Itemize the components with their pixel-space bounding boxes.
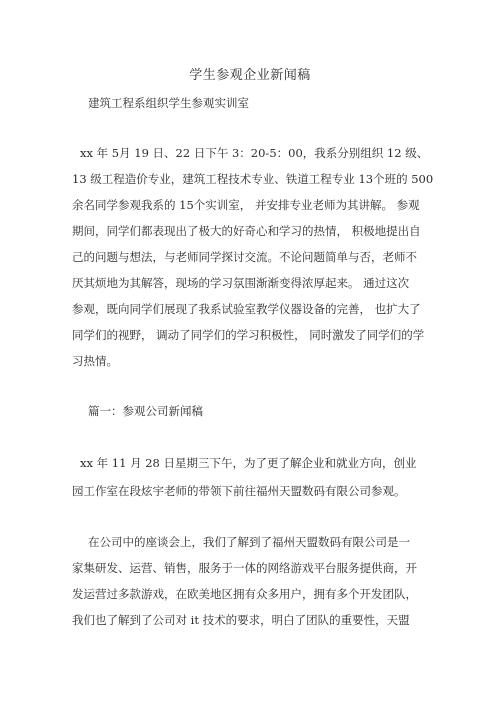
paragraph-line: 家集研发、运营、销售，服务于一体的网络游戏平台服务提供商，开 [72, 561, 417, 575]
paragraph-line: 13 级工程造价专业，建筑工程技术专业、铁道工程专业 13个班的 500 [72, 172, 434, 186]
paragraph-line: 发运营过多款游戏，在欧美地区拥有众多用户，拥有多个开发团队， [72, 587, 417, 601]
paragraph-line: 习热情。 [72, 354, 118, 368]
paragraph-line: 己的问题与想法，与老师同学探讨交流。不论问题简单与否，老师不 [72, 250, 417, 264]
document-title: 学生参观企业新闻稿 [189, 68, 311, 83]
paragraph-line: 我们也了解到了公司对 it 技术的要求，明白了团队的重要性，天盟 [72, 613, 410, 627]
section-heading: 篇一：参观公司新闻稿 [88, 404, 203, 418]
paragraph-line: 园工作室在段炫宇老师的带领下前往福州天盟数码有限公司参观。 [72, 484, 406, 498]
paragraph-line: xx 年 5月 19 日、22 日下午 3：20-5：00，我系分别组织 12 级、 [80, 146, 429, 160]
paragraph-line: xx 年 11 月 28 日星期三下午，为了更了解企业和就业方向，创业 [80, 456, 417, 470]
document-subtitle: 建筑工程系组织学生参观实训室 [88, 96, 249, 110]
paragraph-line: 在公司中的座谈会上，我们了解到了福州天盟数码有限公司是一 [88, 535, 410, 549]
paragraph-line: 参观，既向同学们展现了我系试验室教学仪器设备的完善， 也扩大了 [72, 302, 421, 316]
paragraph-line: 期间，同学们都表现出了极大的好奇心和学习的热情， 积极地提出自 [72, 224, 421, 238]
paragraph-line: 同学们的视野， 调动了同学们的学习积极性， 同时激发了同学们的学 [72, 328, 425, 342]
paragraph-line: 余名同学参观我系的 15个实训室， 并安排专业老师为其讲解。 参观 [72, 198, 420, 212]
paragraph-line: 厌其烦地为其解答，现场的学习氛围渐渐变得浓厚起来。 通过这次 [72, 276, 410, 290]
